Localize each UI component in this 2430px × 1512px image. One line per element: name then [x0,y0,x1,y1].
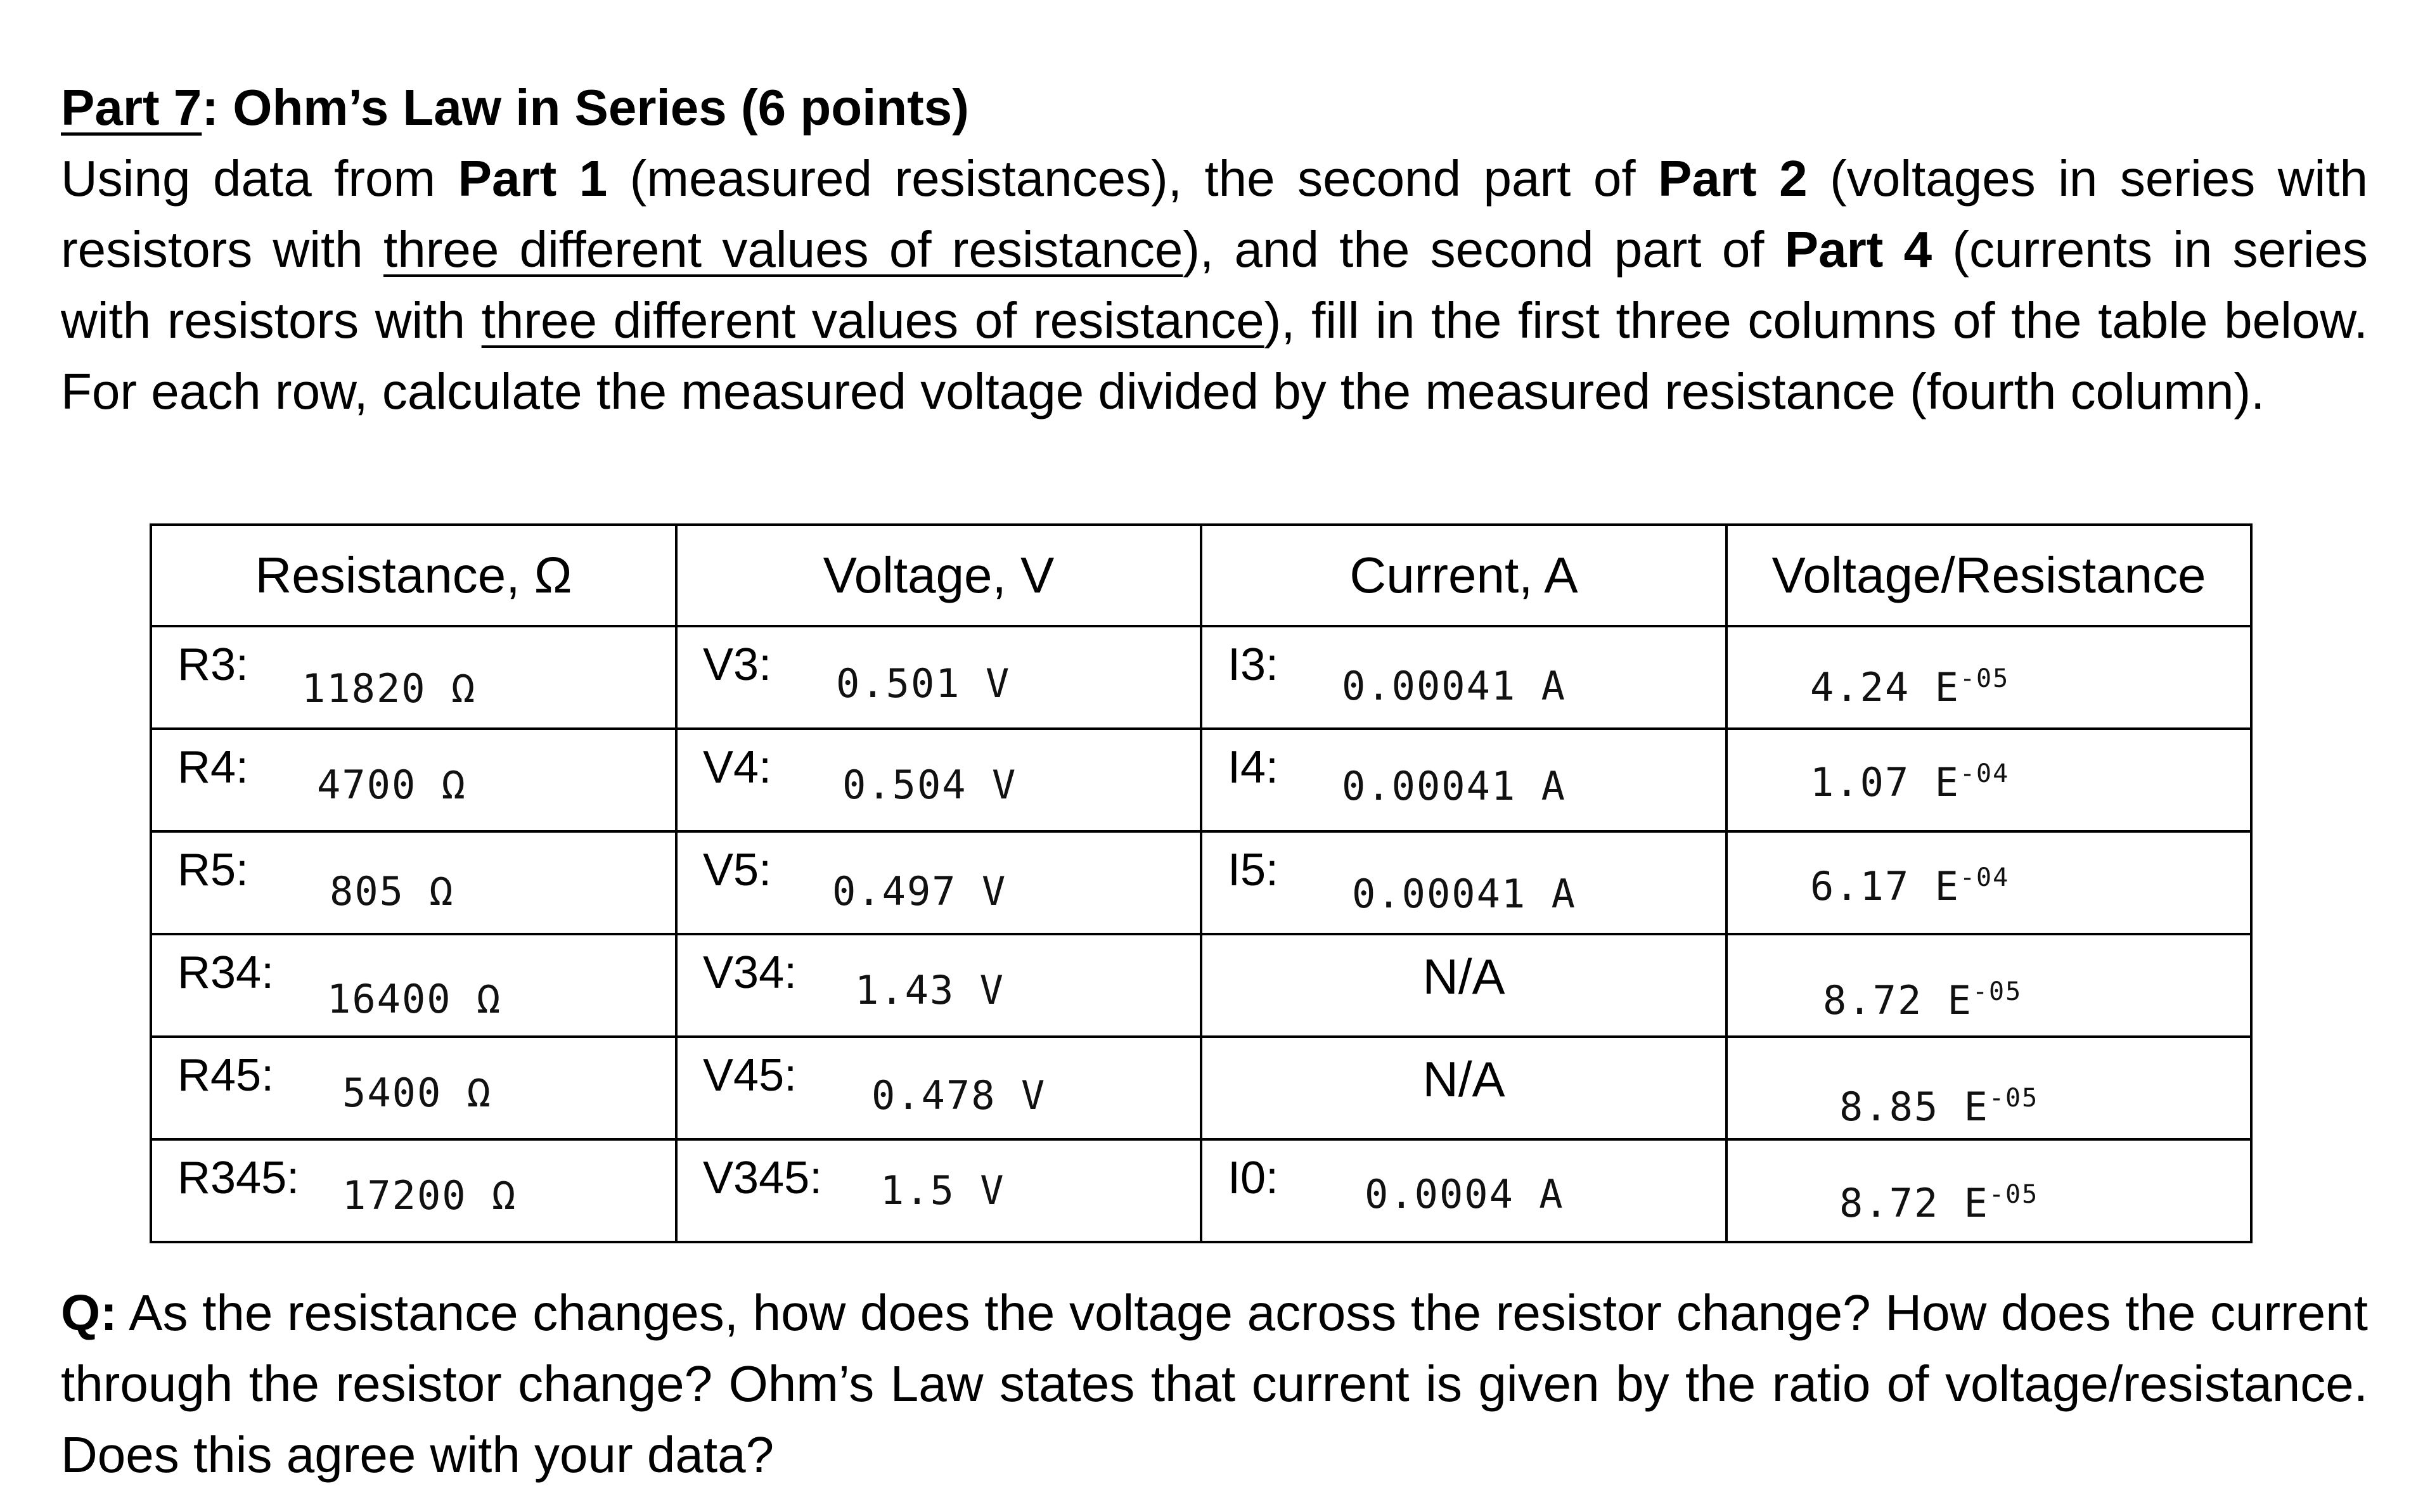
voltage-cell[interactable] [676,831,1201,934]
voltage-cell[interactable] [676,1037,1201,1139]
resistance-cell[interactable] [151,1037,676,1139]
current-label: I3: [1228,639,1279,690]
voltage-label: V5: [703,845,772,895]
table-header-row [151,525,2251,626]
ratio-value: 8.72 $E^{-05}$ [1823,977,2022,1023]
current-na: N/A [1422,1051,1505,1107]
ratio-cell[interactable] [1726,1139,2251,1242]
current-cell[interactable] [1201,1037,1726,1139]
current-label: I5: [1228,845,1279,895]
resistance-cell[interactable] [151,1139,676,1242]
table-row [151,1139,2251,1242]
resistance-label: R345: [177,1153,300,1203]
voltage-cell[interactable] [676,934,1201,1037]
intro-bold-part1: Part 1 [458,150,608,207]
current-cell[interactable] [1201,626,1726,729]
resistance-cell[interactable] [151,831,676,934]
voltage-value: 1.43 V [855,967,1005,1013]
voltage-value: 0.478 V [871,1072,1046,1118]
resistance-value: 11820 Ω [302,665,477,712]
intro-bold-part4: Part 4 [1784,221,1932,278]
current-na: N/A [1422,949,1505,1004]
header-voltage-resistance: Voltage/Resistance [1726,525,2251,626]
intro-text-6: ), fill in the first three columns of the table below. For each row, calculate the measured voltage divided by the measured resistance (fourth column). [61,292,2369,420]
intro-text-4: ), and the second part of [1183,221,1785,278]
resistance-value: 805 Ω [330,868,454,914]
ratio-value: 8.72 $E^{-05}$ [1839,1180,2039,1226]
ratio-cell[interactable] [1726,626,2251,729]
part-title: : Ohm’s Law in Series (6 points) [202,79,969,136]
table-row [151,729,2251,831]
current-label: I4: [1228,742,1279,793]
resistance-cell[interactable] [151,626,676,729]
ratio-exponent: -05 [1988,1084,2039,1113]
voltage-value: 1.5 V [880,1167,1005,1214]
intro-underline-2: three different values of resistance [481,292,1264,349]
resistance-value: 16400 Ω [327,976,502,1022]
resistance-value: 4700 Ω [317,762,466,808]
voltage-label: V45: [703,1050,797,1101]
question-text: As the resistance changes, how does the voltage across the resistor change? How does the current through the resistor change? Ohm’s Law states that current is given by the ratio of voltage/resistance. Does this agree with your data? [61,1285,2368,1483]
ratio-value: 8.85 $E^{-05}$ [1839,1084,2039,1130]
voltage-label: V34: [703,947,797,998]
ratio-value: 6.17 $E^{-04}$ [1810,863,2010,909]
current-cell[interactable] [1201,729,1726,831]
intro-text-1: Using data from [61,150,458,207]
voltage-value: 0.497 V [832,868,1007,914]
part-heading [61,76,2368,139]
resistance-label: R34: [177,947,274,998]
resistance-label: R3: [177,639,249,690]
table-row [151,626,2251,729]
current-value: 0.00041 A [1342,663,1566,709]
intro-text-2: (measured resistances), the second part of [607,150,1659,207]
ratio-exponent: -05 [1988,1180,2039,1209]
intro-underline-1: three different values of resistance [383,221,1183,278]
resistance-label: R4: [177,742,249,793]
ratio-exponent: -05 [1972,977,2022,1006]
resistance-label: R5: [177,845,249,895]
resistance-cell[interactable] [151,934,676,1037]
current-value: 0.0004 A [1365,1171,1564,1217]
ratio-cell[interactable] [1726,1037,2251,1139]
table-row [151,934,2251,1037]
current-cell[interactable] [1201,831,1726,934]
voltage-label: V3: [703,639,772,690]
question-label: Q: [61,1285,117,1341]
intro-text-5: (currents in series with resistors with [61,221,2369,349]
current-label: I0: [1228,1153,1279,1203]
intro-bold-part2: Part 2 [1658,150,1808,207]
intro-text-3: (voltages in series with resistors with [61,150,2369,278]
ratio-value: 4.24 $E^{-05}$ [1810,664,2010,710]
resistance-label: R45: [177,1050,274,1101]
voltage-value: 0.504 V [842,762,1017,808]
resistance-value: 5400 Ω [342,1070,492,1116]
table-row [151,1037,2251,1139]
ratio-cell[interactable] [1726,729,2251,831]
header-voltage: Voltage, V [676,525,1201,626]
voltage-label: V4: [703,742,772,793]
voltage-label: V345: [703,1153,823,1203]
resistance-value: 17200 Ω [342,1172,517,1219]
ratio-exponent: -05 [1959,664,2010,693]
part-label: Part 7 [61,79,202,136]
current-value: 0.00041 A [1342,763,1566,809]
ratio-exponent: -04 [1959,759,2010,788]
current-value: 0.00041 A [1352,871,1576,917]
current-cell[interactable] [1201,934,1726,1037]
current-cell[interactable] [1201,1139,1726,1242]
question-paragraph [61,1278,2368,1490]
header-current: Current, A [1201,525,1726,626]
ratio-value: 1.07 $E^{-04}$ [1810,759,2010,805]
ohms-law-table [150,523,2253,1243]
voltage-value: 0.501 V [836,660,1011,707]
header-resistance: Resistance, Ω [151,525,676,626]
ratio-cell[interactable] [1726,831,2251,934]
voltage-cell[interactable] [676,1139,1201,1242]
instructions-paragraph [61,143,2368,427]
voltage-cell[interactable] [676,729,1201,831]
ratio-exponent: -04 [1959,863,2010,892]
ratio-cell[interactable] [1726,934,2251,1037]
voltage-cell[interactable] [676,626,1201,729]
table-row [151,831,2251,934]
resistance-cell[interactable] [151,729,676,831]
